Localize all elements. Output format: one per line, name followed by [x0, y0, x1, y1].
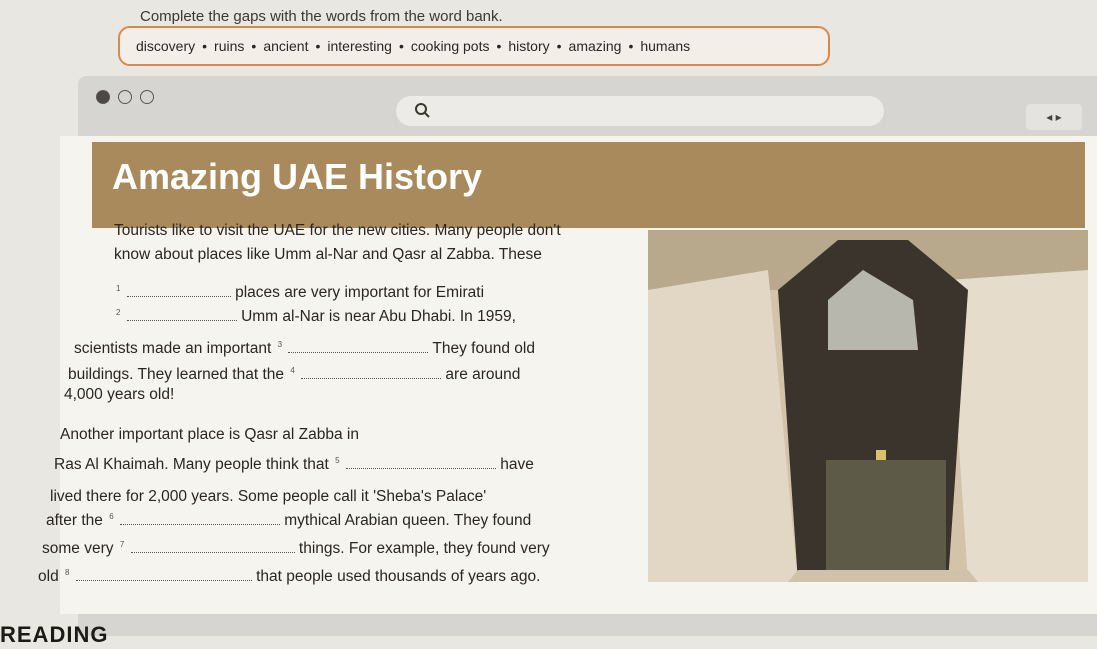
close-dot-icon[interactable] — [96, 90, 110, 104]
word-bank-item: amazing — [568, 38, 622, 54]
instruction-text: Complete the gaps with the words from the word bank. — [140, 8, 503, 25]
search-bar[interactable] — [396, 96, 884, 126]
word-bank-item: cooking pots — [410, 38, 490, 54]
gap-blank[interactable] — [76, 568, 252, 581]
line-text: mythical Arabian queen. They found — [284, 512, 532, 530]
page-arrows-icon[interactable]: ◂ ▸ — [1026, 104, 1082, 130]
word-bank: discovery • ruins • ancient • interesting • cooking pots • history • amazing • humans — [118, 26, 830, 66]
line-text: old — [38, 568, 59, 586]
article-line — [38, 568, 540, 586]
gap-number: 5 — [335, 456, 340, 465]
line-text: buildings. They learned that the — [68, 366, 285, 384]
article-line: know about places like Umm al-Nar and Qasr al Zabba. These — [114, 246, 542, 263]
article-line — [42, 540, 550, 558]
line-text: are around — [445, 366, 521, 384]
line-text: Umm al-Nar is near Abu Dhabi. In 1959, — [241, 308, 516, 326]
gap-blank[interactable] — [127, 308, 237, 321]
line-text: places are very important for Emirati — [235, 284, 485, 302]
gap-blank[interactable] — [301, 366, 441, 379]
gap-number: 1 — [116, 284, 121, 293]
article-line: Another important place is Qasr al Zabba in — [60, 426, 359, 443]
gap-blank[interactable] — [346, 456, 496, 469]
word-bank-item: interesting — [327, 38, 392, 54]
gap-blank[interactable] — [288, 340, 428, 353]
gap-blank[interactable] — [127, 284, 231, 297]
line-text: Ras Al Khaimah. Many people think that — [54, 456, 329, 474]
gap-number: 4 — [290, 366, 295, 375]
line-text: that people used thousands of years ago. — [256, 568, 541, 586]
gap-number: 8 — [65, 568, 70, 577]
article-line — [114, 284, 484, 302]
maximize-dot-icon[interactable] — [140, 90, 154, 104]
article-line: lived there for 2,000 years. Some people call it 'Sheba's Palace' — [50, 488, 487, 505]
qasr-al-zabba-photo — [648, 230, 1088, 582]
line-text: after the — [46, 512, 103, 530]
section-label: READING — [0, 622, 109, 647]
gap-blank[interactable] — [131, 540, 295, 553]
article-line: Tourists like to visit the UAE for the new cities. Many people don't — [114, 222, 561, 239]
gap-number: 6 — [109, 512, 114, 521]
word-bank-item: humans — [640, 38, 691, 54]
article-line — [54, 456, 534, 474]
article-line — [74, 340, 535, 358]
article-line — [68, 366, 520, 384]
word-bank-item: history — [508, 38, 550, 54]
line-text: They found old — [432, 340, 535, 358]
article-title: Amazing UAE History — [112, 156, 483, 197]
line-text: have — [500, 456, 534, 474]
word-bank-item: ancient — [263, 38, 309, 54]
article-line: 4,000 years old! — [64, 386, 175, 403]
line-text: some very — [42, 540, 114, 558]
article-line — [114, 308, 516, 326]
article-line — [46, 512, 531, 530]
gap-number: 3 — [277, 340, 283, 349]
line-text: scientists made an important — [74, 340, 272, 358]
window-controls — [96, 90, 154, 104]
line-text: things. For example, they found very — [298, 540, 550, 558]
word-bank-item: ruins — [214, 38, 245, 54]
search-icon — [414, 102, 432, 120]
minimize-dot-icon[interactable] — [118, 90, 132, 104]
gap-number: 7 — [119, 540, 125, 549]
gap-blank[interactable] — [120, 512, 280, 525]
gap-number: 2 — [116, 308, 121, 317]
word-bank-item: discovery — [136, 38, 196, 54]
